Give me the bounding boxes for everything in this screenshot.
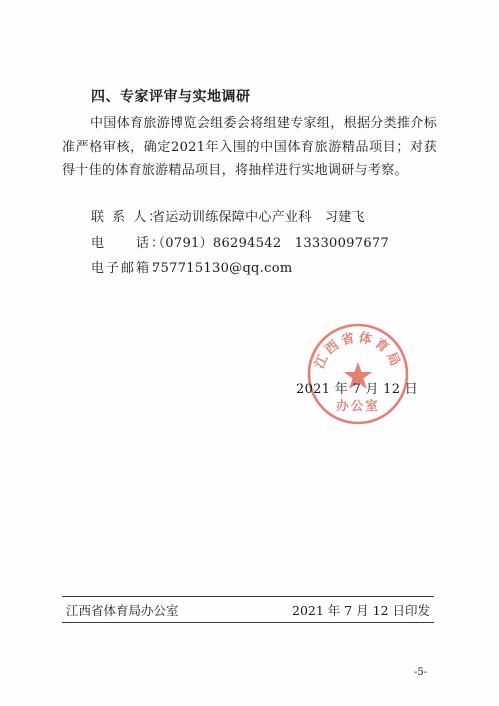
- contact-email-line: [91, 257, 292, 276]
- signature-date: 2021 年 7 月 12 日: [296, 382, 419, 397]
- footer-print-date: 2021 年 7 月 12 日印发: [292, 603, 431, 618]
- contact-phone-line: [91, 232, 389, 251]
- section-paragraph: 中国体育旅游博览会组委会将组建专家组，根据分类推介标准严格审核，确定2021年入围的中国体育旅游精品项目；对获得十佳的体育旅游精品项目，将抽样进行实地调研与考察。: [62, 116, 437, 178]
- seal-top-textpath: 江西省体育局: [312, 330, 404, 372]
- footer-divider-bottom: [62, 622, 434, 623]
- contact-email-label: 电子邮箱：: [91, 261, 167, 276]
- contact-phone-label: 电 话：: [91, 236, 167, 251]
- contact-person-label: 联 系 人：: [91, 210, 164, 225]
- footer-organization: 江西省体育局办公室: [66, 603, 179, 618]
- seal-bottom-text: 办公室: [336, 398, 380, 413]
- footer-divider-top: [62, 596, 434, 597]
- contact-email-value[interactable]: 757715130@qq.com: [152, 261, 293, 276]
- contact-person-value: 省运动训练保障中心产业科 习建飞: [152, 210, 365, 225]
- official-seal-stamp: [306, 322, 410, 426]
- contact-phone-value: （0791）86294542 13330097677: [152, 236, 390, 251]
- page-number: -5-: [414, 667, 428, 678]
- section-heading: 四、专家评审与实地调研: [91, 89, 251, 105]
- contact-person-line: [91, 206, 365, 225]
